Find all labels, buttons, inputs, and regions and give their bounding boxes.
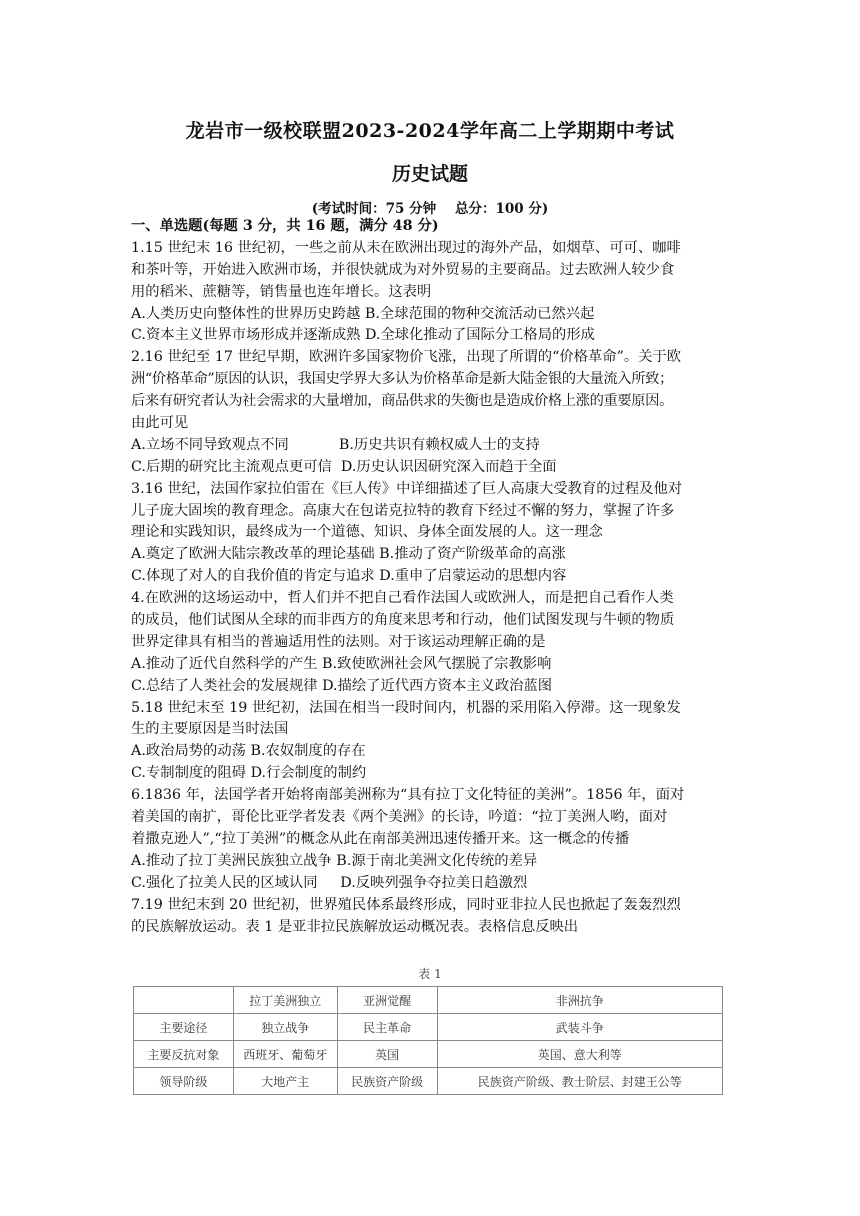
question-text: 2.16 世纪至 17 世纪早期，欧洲许多国家物价飞涨，出现了所谓的“价格革命”。关于欧 <box>131 349 682 366</box>
question-text: 理论和实践知识，最终成为一个道德、知识、身体全面发展的人。这一理念 <box>131 524 603 541</box>
exam-info: (考试时间：75 分钟 总分：100 分) <box>311 201 549 217</box>
table-header-cell <box>134 987 234 1014</box>
question-4 <box>131 588 731 697</box>
question-text: 用的稻米、蔗糖等，销售量也连年增长。这表明 <box>131 283 432 300</box>
question-body <box>131 216 731 938</box>
table-cell: 西班牙、葡萄牙 <box>233 1041 337 1068</box>
option-line: C.后期的研究比主流观点更可信 D.历史认识因研究深入而趋于全面 <box>131 458 557 475</box>
question-text: 洲“价格革命”原因的认识，我国史学界大多认为价格革命是新大陆金银的大量流入所致； <box>131 371 673 388</box>
exam-title: 龙岩市一级校联盟2023-2024学年高二上学期期中考试 <box>185 120 675 142</box>
option-line: C.资本主义世界市场形成并逐渐成熟 D.全球化推动了国际分工格局的形成 <box>131 327 595 344</box>
table-header-cell: 非洲抗争 <box>437 987 723 1014</box>
question-6 <box>131 785 731 894</box>
table-cell: 主要反抗对象 <box>134 1041 234 1068</box>
question-text: 后来有研究者认为社会需求的大量增加，商品供求的失衡也是造成价格上涨的重要原因。 <box>131 393 673 410</box>
option-line: C.专制制度的阻碍 D.行会制度的制约 <box>131 765 367 782</box>
liberation-movements-table <box>133 986 723 1095</box>
section-heading: 一、单选题(每题 3 分，共 16 题，满分 48 分) <box>131 218 439 234</box>
question-7 <box>131 895 731 939</box>
table-cell: 英国 <box>337 1041 437 1068</box>
option-line: A.人类历史向整体性的世界历史跨越 B.全球范围的物种交流活动已然兴起 <box>131 305 595 322</box>
option-line: A.立场不同导致观点不同 B.历史共识有赖权威人士的支持 <box>131 436 540 453</box>
question-text: 儿子庞大固埃的教育理念。高康大在包诺克拉特的教育下经过不懈的努力，掌握了许多 <box>131 502 675 519</box>
table-cell: 主要途径 <box>134 1014 234 1041</box>
table-row <box>134 1041 723 1068</box>
option-line: C.体现了对人的自我价值的肯定与追求 D.重申了启蒙运动的思想内容 <box>131 568 567 585</box>
option-line: A.推动了拉丁美洲民族独立战争 B.源于南北美洲文化传统的差异 <box>131 852 538 869</box>
option-line: A.奠定了欧洲大陆宗教改革的理论基础 B.推动了资产阶级革命的高涨 <box>131 546 566 563</box>
question-text: 着撒克逊人”,“拉丁美洲”的概念从此在南部美洲迅速传播开来。这一概念的传播 <box>131 830 630 847</box>
question-3 <box>131 479 731 588</box>
question-text: 5.18 世纪末至 19 世纪初，法国在相当一段时间内，机器的采用陷入停滞。这一现象发 <box>131 699 681 716</box>
table-cell: 民族资产阶级、教士阶层、封建王公等 <box>437 1068 723 1095</box>
table-cell: 武装斗争 <box>437 1014 723 1041</box>
question-text: 6.1836 年，法国学者开始将南部美洲称为“具有拉丁文化特征的美洲”。1856 年，面对 <box>131 787 685 804</box>
option-line: C.总结了人类社会的发展规律 D.描绘了近代西方资本主义政治蓝图 <box>131 677 553 694</box>
table-header-row <box>134 987 723 1014</box>
question-text: 世界定律具有相当的普遍适用性的法则。对于该运动理解正确的是 <box>131 633 546 650</box>
table-cell: 英国、意大利等 <box>437 1041 723 1068</box>
question-text: 7.19 世纪末到 20 世纪初，世界殖民体系最终形成，同时亚非拉人民也掀起了轰轰烈烈 <box>131 896 681 913</box>
table-cell: 民族资产阶级 <box>337 1068 437 1095</box>
option-line: A.推动了近代自然科学的产生 B.致使欧洲社会风气摆脱了宗教影响 <box>131 655 552 672</box>
table-header-cell: 亚洲觉醒 <box>337 987 437 1014</box>
question-2 <box>131 347 731 478</box>
question-text: 由此可见 <box>131 415 189 432</box>
question-text: 和茶叶等，开始进入欧洲市场，并很快就成为对外贸易的主要商品。过去欧洲人较少食 <box>131 261 675 278</box>
question-text: 4.在欧洲的这场运动中，哲人们并不把自己看作法国人或欧洲人，而是把自己看作人类 <box>131 590 674 607</box>
option-line: A.政治局势的动荡 B.农奴制度的存在 <box>131 743 366 760</box>
question-text: 3.16 世纪，法国作家拉伯雷在《巨人传》中详细描述了巨人高康大受教育的过程及他对 <box>131 480 683 497</box>
question-text: 的民族解放运动。表 1 是亚非拉民族解放运动概况表。表格信息反映出 <box>131 918 579 935</box>
question-1 <box>131 238 731 347</box>
exam-subtitle: 历史试题 <box>391 163 468 185</box>
table-cell: 领导阶级 <box>134 1068 234 1095</box>
option-line: C.强化了拉美人民的区域认同 D.反映列强争夺拉美日趋激烈 <box>131 874 528 891</box>
table-cell: 民主革命 <box>337 1014 437 1041</box>
table-caption: 表 1 <box>418 967 442 981</box>
table-row <box>134 1068 723 1095</box>
table-row <box>134 1014 723 1041</box>
question-text: 生的主要原因是当时法国 <box>131 721 289 738</box>
question-text: 1.15 世纪末 16 世纪初，一些之前从未在欧洲出现过的海外产品，如烟草、可可、咖啡 <box>131 239 681 256</box>
question-5 <box>131 698 731 786</box>
table-cell: 大地产主 <box>233 1068 337 1095</box>
question-text: 的成员，他们试图从全球的而非西方的角度来思考和行动，他们试图发现与牛顿的物质 <box>131 612 675 629</box>
table-header-cell: 拉丁美洲独立 <box>233 987 337 1014</box>
question-text: 着美国的南扩，哥伦比亚学者发表《两个美洲》的长诗，吟道：“拉丁美洲人哟，面对 <box>131 809 668 826</box>
table-cell: 独立战争 <box>233 1014 337 1041</box>
